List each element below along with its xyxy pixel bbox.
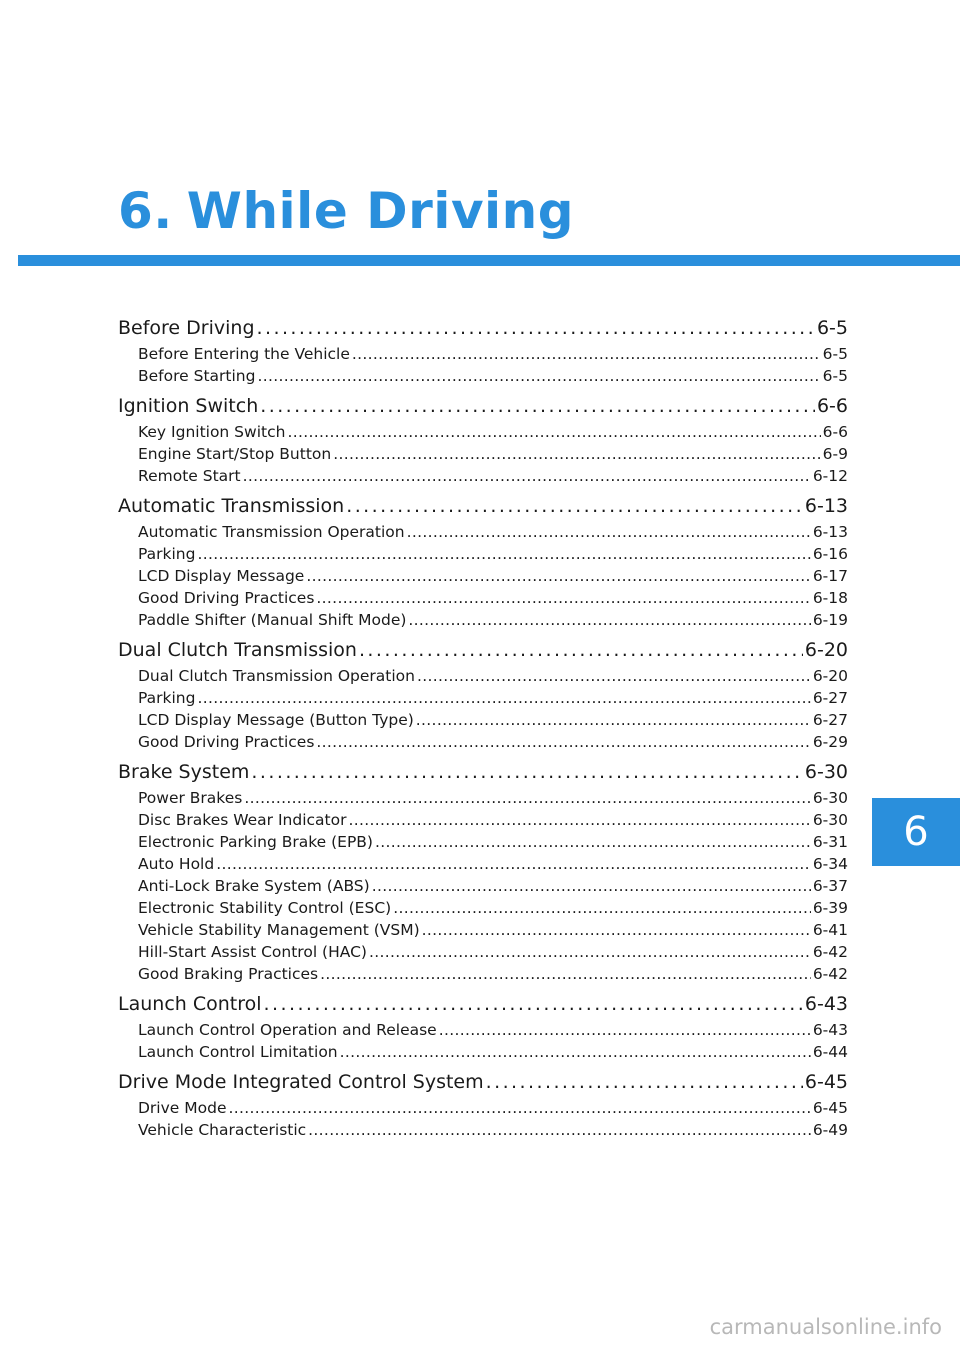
dot-leader — [408, 609, 810, 631]
toc-entry-page: 6-13 — [812, 523, 848, 541]
dot-leader — [352, 343, 821, 365]
dot-leader — [348, 809, 810, 831]
dot-leader — [244, 787, 810, 809]
toc-section-heading-page: 6-45 — [804, 1071, 848, 1093]
toc-entry[interactable] — [118, 543, 848, 565]
toc-entry-page: 6-37 — [812, 877, 848, 895]
toc-entry[interactable] — [118, 565, 848, 587]
toc-entry[interactable] — [118, 609, 848, 631]
toc-entry[interactable] — [118, 809, 848, 831]
toc-entry-title: Power Brakes — [138, 789, 243, 807]
toc-section-heading-title: Drive Mode Integrated Control System — [118, 1071, 484, 1093]
toc-section-heading-title: Launch Control — [118, 993, 262, 1015]
dot-leader — [407, 521, 811, 543]
table-of-contents — [118, 313, 848, 1145]
toc-entry-page: 6-45 — [812, 1099, 848, 1117]
toc-entry[interactable] — [118, 1097, 848, 1119]
toc-section-heading-title: Automatic Transmission — [118, 495, 345, 517]
toc-entry-title: Hill-Start Assist Control (HAC) — [138, 943, 367, 961]
toc-section-heading-title: Before Driving — [118, 317, 255, 339]
toc-section-heading-page: 6-30 — [804, 761, 848, 783]
toc-section-heading-title: Ignition Switch — [118, 395, 259, 417]
toc-entry[interactable] — [118, 731, 848, 753]
dot-leader — [316, 731, 810, 753]
dot-leader — [287, 421, 820, 443]
toc-entry-title: Disc Brakes Wear Indicator — [138, 811, 347, 829]
toc-section — [118, 757, 848, 985]
toc-entry-page: 6-19 — [812, 611, 848, 629]
toc-entry[interactable] — [118, 521, 848, 543]
toc-entry-page: 6-31 — [812, 833, 848, 851]
chapter-number: 6. — [118, 182, 173, 240]
toc-entry-title: Vehicle Characteristic — [138, 1121, 307, 1139]
toc-entry-title: Electronic Stability Control (ESC) — [138, 899, 392, 917]
toc-section-heading-page: 6-20 — [804, 639, 848, 661]
dot-leader — [260, 391, 815, 421]
dot-leader — [359, 635, 803, 665]
toc-entry-title: Paddle Shifter (Manual Shift Mode) — [138, 611, 407, 629]
toc-entry[interactable] — [118, 1041, 848, 1063]
title-rule — [18, 255, 960, 266]
toc-section-heading[interactable] — [118, 491, 848, 521]
toc-entry-page: 6-30 — [812, 789, 848, 807]
toc-section — [118, 989, 848, 1063]
toc-entry-page: 6-34 — [812, 855, 848, 873]
dot-leader — [333, 443, 820, 465]
toc-entry-page: 6-41 — [812, 921, 848, 939]
watermark: carmanualsonline.info — [709, 1315, 942, 1339]
toc-entry[interactable] — [118, 787, 848, 809]
toc-entry[interactable] — [118, 1119, 848, 1141]
toc-entry-page: 6-49 — [812, 1121, 848, 1139]
toc-entry-title: Automatic Transmission Operation — [138, 523, 405, 541]
dot-leader — [439, 1019, 811, 1041]
toc-entry[interactable] — [118, 1019, 848, 1041]
toc-section-heading[interactable] — [118, 989, 848, 1019]
toc-entry-page: 6-39 — [812, 899, 848, 917]
toc-entry-title: Good Braking Practices — [138, 965, 319, 983]
toc-entry-title: Before Entering the Vehicle — [138, 345, 350, 363]
toc-entry-title: Drive Mode — [138, 1099, 227, 1117]
toc-entry-title: Launch Control Limitation — [138, 1043, 338, 1061]
toc-entry-title: Good Driving Practices — [138, 589, 315, 607]
dot-leader — [257, 313, 815, 343]
toc-entry-title: Dual Clutch Transmission Operation — [138, 667, 415, 685]
toc-entry[interactable] — [118, 941, 848, 963]
toc-entry-title: Remote Start — [138, 467, 241, 485]
dot-leader — [228, 1097, 810, 1119]
toc-entry[interactable] — [118, 963, 848, 985]
toc-entry-page: 6-12 — [812, 467, 848, 485]
toc-section — [118, 1067, 848, 1141]
chapter-tab[interactable]: 6 — [872, 798, 960, 866]
toc-entry[interactable] — [118, 919, 848, 941]
toc-section — [118, 491, 848, 631]
toc-section-heading-title: Brake System — [118, 761, 250, 783]
toc-entry[interactable] — [118, 831, 848, 853]
toc-entry[interactable] — [118, 665, 848, 687]
toc-section-heading[interactable] — [118, 391, 848, 421]
toc-section-heading-page: 6-13 — [804, 495, 848, 517]
toc-entry[interactable] — [118, 709, 848, 731]
dot-leader — [346, 491, 803, 521]
dot-leader — [197, 543, 810, 565]
dot-leader — [243, 465, 811, 487]
toc-section-heading-page: 6-5 — [816, 317, 848, 339]
toc-entry[interactable] — [118, 365, 848, 387]
dot-leader — [486, 1067, 803, 1097]
toc-entry-title: LCD Display Message — [138, 567, 305, 585]
toc-entry-page: 6-6 — [822, 423, 848, 441]
toc-entry-title: Good Driving Practices — [138, 733, 315, 751]
toc-entry-title: Parking — [138, 545, 196, 563]
toc-entry-page: 6-9 — [822, 445, 848, 463]
toc-entry-page: 6-18 — [812, 589, 848, 607]
toc-section-heading-title: Dual Clutch Transmission — [118, 639, 357, 661]
dot-leader — [216, 853, 811, 875]
toc-section-heading-page: 6-43 — [804, 993, 848, 1015]
toc-entry-title: Key Ignition Switch — [138, 423, 286, 441]
dot-leader — [197, 687, 810, 709]
toc-entry-page: 6-17 — [812, 567, 848, 585]
toc-section — [118, 635, 848, 753]
toc-entry-page: 6-20 — [812, 667, 848, 685]
dot-leader — [369, 941, 811, 963]
toc-section — [118, 313, 848, 387]
toc-section-heading[interactable] — [118, 313, 848, 343]
toc-entry[interactable] — [118, 465, 848, 487]
dot-leader — [422, 919, 811, 941]
toc-entry-page: 6-27 — [812, 689, 848, 707]
toc-entry-title: Parking — [138, 689, 196, 707]
toc-entry-page: 6-43 — [812, 1021, 848, 1039]
toc-entry-page: 6-27 — [812, 711, 848, 729]
toc-entry-page: 6-5 — [822, 345, 848, 363]
toc-entry-page: 6-29 — [812, 733, 848, 751]
toc-entry-page: 6-5 — [822, 367, 848, 385]
toc-entry-page: 6-30 — [812, 811, 848, 829]
dot-leader — [375, 831, 811, 853]
dot-leader — [264, 989, 803, 1019]
toc-section-heading[interactable] — [118, 757, 848, 787]
chapter-title — [118, 182, 575, 240]
toc-entry-title: Engine Start/Stop Button — [138, 445, 332, 463]
toc-entry-title: Before Starting — [138, 367, 256, 385]
dot-leader — [316, 587, 810, 609]
toc-entry-page: 6-16 — [812, 545, 848, 563]
toc-section-heading[interactable] — [118, 635, 848, 665]
dot-leader — [393, 897, 811, 919]
toc-entry-title: Auto Hold — [138, 855, 215, 873]
dot-leader — [417, 665, 811, 687]
dot-leader — [416, 709, 811, 731]
toc-entry[interactable] — [118, 875, 848, 897]
toc-entry[interactable] — [118, 687, 848, 709]
dot-leader — [372, 875, 811, 897]
dot-leader — [320, 963, 811, 985]
dot-leader — [251, 757, 802, 787]
toc-entry-title: Launch Control Operation and Release — [138, 1021, 437, 1039]
toc-entry-title: Electronic Parking Brake (EPB) — [138, 833, 373, 851]
toc-entry-page: 6-42 — [812, 943, 848, 961]
toc-entry-title: Vehicle Stability Management (VSM) — [138, 921, 420, 939]
toc-entry-page: 6-42 — [812, 965, 848, 983]
toc-entry-title: LCD Display Message (Button Type) — [138, 711, 414, 729]
dot-leader — [306, 565, 810, 587]
toc-section-heading[interactable] — [118, 1067, 848, 1097]
toc-entry[interactable] — [118, 421, 848, 443]
toc-entry[interactable] — [118, 443, 848, 465]
dot-leader — [340, 1041, 811, 1063]
chapter-name: While Driving — [186, 182, 575, 240]
toc-entry-title: Anti-Lock Brake System (ABS) — [138, 877, 370, 895]
dot-leader — [308, 1119, 811, 1141]
toc-entry[interactable] — [118, 587, 848, 609]
toc-entry[interactable] — [118, 853, 848, 875]
toc-entry[interactable] — [118, 897, 848, 919]
toc-section — [118, 391, 848, 487]
toc-entry[interactable] — [118, 343, 848, 365]
toc-section-heading-page: 6-6 — [816, 395, 848, 417]
dot-leader — [257, 365, 820, 387]
toc-entry-page: 6-44 — [812, 1043, 848, 1061]
